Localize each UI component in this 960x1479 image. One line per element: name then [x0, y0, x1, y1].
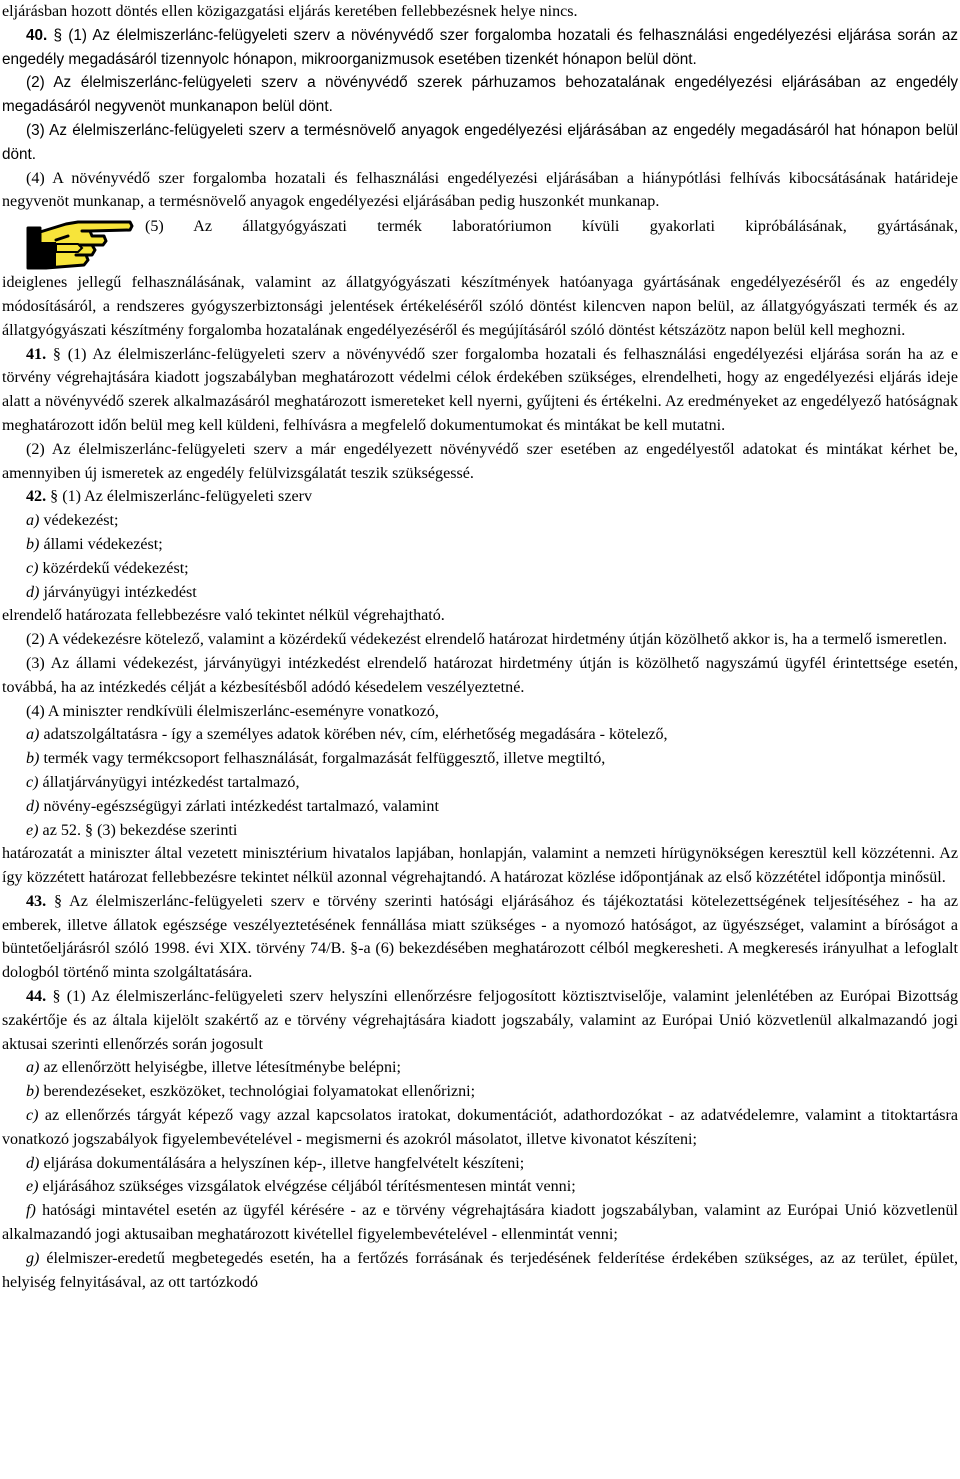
list-letter: b): [26, 535, 40, 553]
list-text: adatszolgáltatásra - így a személyes adatok körében név, cím, elérhetőség megadására - kötelező,: [43, 726, 668, 744]
pointing-hand-icon: [26, 214, 136, 271]
section-40-paragraph-2: (2) Az élelmiszerlánc-felügyeleti szerv a növényvédő szerek párhuzamos behozatalának engedélyezési eljárásában az engedély megadásáról negyvenöt munkanapon belül dönt.: [2, 74, 958, 116]
paragraph-text: (1) Az élelmiszerlánc-felügyeleti szerv: [62, 488, 313, 506]
list-letter: b): [26, 750, 40, 768]
list-letter: d): [26, 583, 40, 601]
list-item: [2, 581, 958, 605]
section-number: 42.: [26, 488, 47, 506]
list-item: [2, 509, 958, 533]
section-42-paragraph-2: (2) A védekezésre kötelező, valamint a közérdekű védekezést elrendelő határozat hirdetmény útján közölhető akkor is, ha a termelő ismeretlen.: [26, 631, 947, 649]
section-number: 44.: [26, 988, 47, 1006]
list-letter: c): [26, 773, 39, 791]
section-42-paragraph-1-tail: elrendelő határozata fellebbezésre való tekintet nélkül végrehajtható.: [2, 607, 445, 625]
list-text: az ellenőrzött helyiségbe, illetve létesítménybe belépni;: [43, 1059, 401, 1077]
section-symbol: §: [52, 988, 61, 1006]
section-40-paragraph-1: [2, 24, 958, 72]
list-item: [2, 795, 958, 819]
section-symbol: §: [50, 488, 59, 506]
section-symbol: §: [52, 345, 61, 363]
list-letter: g): [26, 1249, 40, 1267]
paragraph-text: (1) Az élelmiszerlánc-felügyeleti szerv a növényvédő szer forgalomba hozatali és felhasználási engedélyezési eljárása során ha az e törvény végrehajtására kiadott jogszabályban meghatározott védelmi célok érdekében szükséges, elrendelheti, hogy az engedélyezési eljárás ideje alatt a növényvédő szerek alkalmazásáról meghatározott ismereteket kell nyerni, gyűjteni és értékelni. Az eredményeket az engedélyező hatóságnak meghatározott időn belül meg kell küldeni, felhívásra a megfelelő dokumentumokat és mintákat be kell mutatni.: [2, 345, 958, 434]
list-letter: d): [26, 797, 40, 815]
list-letter: f): [26, 1202, 36, 1220]
section-42-paragraph-4-tail: határozatát a miniszter által vezetett minisztérium hivatalos lapjában, honlapján, valamint a nemzeti hírügynökségen keresztül kell közzétenni. Az így közzétett határozat fellebbezésre tekintet nélkül azonnal végrehajtandó. A határozat közlése időpontjának az első közzététel időpontja minősül.: [2, 845, 958, 887]
list-letter: a): [26, 1059, 40, 1077]
list-item: [2, 1247, 958, 1295]
list-item: [2, 747, 958, 771]
list-letter: c): [26, 559, 39, 577]
list-item: [2, 1199, 958, 1247]
section-number: 40.: [26, 26, 48, 44]
list-item: [2, 1056, 958, 1080]
list-item: [2, 771, 958, 795]
section-42-paragraph-1: [2, 485, 958, 509]
list-text: termék vagy termékcsoport felhasználását, forgalmazását felfüggesztő, illetve megtiltó,: [43, 750, 606, 768]
list-text: védekezést;: [43, 512, 119, 530]
list-text: állami védekezést;: [43, 535, 163, 553]
list-item: [2, 533, 958, 557]
list-item: [2, 1152, 958, 1176]
section-40-paragraph-3: (3) Az élelmiszerlánc-felügyeleti szerv a termésnövelő anyagok engedélyezési eljárásában az engedély megadásáról hat hónapon belül dönt.: [2, 121, 958, 163]
paragraph-text: Az élelmiszerlánc-felügyeleti szerv e törvény szerinti hatósági eljárásához és tájékoztatási kötelezettségének teljesítéséhez - ha az emberek, illetve állatok egészsége veszélyeztetésének fennállása miatt szükséges - a nyomozó hatóságot, az ügyészséget, valamint a bíróságot a büntetőeljárásról szóló 1998. évi XIX. törvény 74/B. §-a (6) bekezdésében meghatározott célból megkeresheti. A megkeresés irányulhat a lefoglalt dologból történő minta szolgáltatására.: [2, 892, 958, 982]
list-text: az ellenőrzés tárgyát képező vagy azzal kapcsolatos iratokat, dokumentációt, adathordozókat - az adatvédelemre, valamint a titoktartásra vonatkozó jogszabályok figyelembevételével - megismerni és azokról másolatot, illetve kivonatot készíteni;: [2, 1107, 958, 1148]
list-letter: c): [26, 1107, 39, 1125]
list-item: [2, 1104, 958, 1152]
list-text: állatjárványügyi intézkedést tartalmazó,: [42, 773, 300, 791]
paragraph-text: (1) Az élelmiszerlánc-felügyeleti szerv a növényvédő szer forgalomba hozatali és felhasználási engedélyezési eljárása során az engedély megadásáról tizennyolc hónapon, mikroorganizmusok esetében tizenkét hónapon belül dönt.: [2, 26, 959, 68]
paragraph-text: (5) Az állatgyógyászati termék laboratóriumon kívüli gyakorlati kipróbálásának, gyártásának,: [145, 218, 958, 236]
list-text: közérdekű védekezést;: [42, 559, 189, 577]
list-letter: e): [26, 1178, 39, 1196]
list-item: [2, 557, 958, 581]
paragraph-text: (1) Az élelmiszerlánc-felügyeleti szerv helyszíni ellenőrzésre feljogosított köztisztviselője, valamint jelenlétében az Európai Bizottság szakértője és az általa kijelölt szakértő az e törvény végrehajtására kiadott jogszabály, valamint az Európai Unió közvetlenül alkalmazandó jogi aktusai szerinti ellenőrzés során jogosult: [2, 988, 958, 1053]
list-text: járványügyi intézkedést: [43, 583, 197, 601]
section-symbol: §: [54, 892, 63, 910]
section-40-paragraph-5-rest: ideiglenes jellegű felhasználásának, valamint az állatgyógyászati készítmények hatóanyaga gyártásának engedélyezéséről és az engedély módosításáról, a rendszeres gyógyszerbiztonsági jelentések értékeléséről szóló döntést kilencven napon belül, az állatgyógyászati termék és az állatgyógyászati készítmény forgalomba hozatalának engedélyezéséről és megújításáról szóló döntést kétszázötz napon belül kell meghozni.: [2, 274, 958, 339]
list-letter: a): [26, 512, 40, 530]
list-letter: d): [26, 1154, 40, 1172]
list-item: [2, 1175, 958, 1199]
section-44-paragraph-1: [2, 985, 958, 1056]
list-item: [2, 819, 958, 843]
list-text: eljárása dokumentálására a helyszínen kép-, illetve hangfelvételt készíteni;: [43, 1154, 525, 1172]
list-text: az 52. § (3) bekezdése szerinti: [42, 821, 238, 839]
list-text: berendezéseket, eszközöket, technológiai folyamatokat ellenőrizni;: [43, 1083, 476, 1101]
section-symbol: §: [53, 26, 63, 44]
list-text: növény-egészségügyi zárlati intézkedést tartalmazó, valamint: [43, 797, 439, 815]
section-42-paragraph-4: (4) A miniszter rendkívüli élelmiszerlánc-eseményre vonatkozó,: [26, 702, 439, 720]
list-item: [2, 723, 958, 747]
section-40-paragraph-5-first-line: [2, 214, 958, 271]
list-text: élelmiszer-eredetű megbetegedés esetén, ha a fertőzés forrásának és terjedésének felderítése érdekében szükséges, az az terület, épület, helyiség felnyitásával, az ott tartózkodó: [2, 1249, 958, 1291]
section-41-paragraph-1: [2, 343, 958, 438]
section-number: 41.: [26, 345, 47, 363]
list-text: hatósági mintavétel esetén az ügyfél kérésére - az e törvény végrehajtására kiadott jogszabályban, valamint az Európai Unió közvetlenül alkalmazandó jogi aktusaiban meghatározott kivétellel figyelembevételével - ellenmintát venni;: [2, 1202, 958, 1244]
section-41-paragraph-2: (2) Az élelmiszerlánc-felügyeleti szerv a már engedélyezett növényvédő szer esetében az engedélyestől adatokat és mintákat kérhet be, amennyiben új ismeretek az engedély felülvizsgálatát teszik szükségessé.: [2, 440, 958, 482]
list-letter: e): [26, 821, 39, 839]
section-40-paragraph-4: (4) A növényvédő szer forgalomba hozatali és felhasználási engedélyezési eljárásában a hiánypótlási felhívás kibocsátásának határideje negyvenöt munkanap, a termésnövelő anyagok engedélyezési eljárásában pedig huszonkét munkanap.: [2, 169, 958, 211]
section-number: 43.: [26, 892, 47, 910]
section-42-paragraph-3: (3) Az állami védekezést, járványügyi intézkedést elrendelő határozat hirdetmény útján is közölhető nagyszámú ügyfél érintettsége esetén, továbbá, ha az intézkedés célját a kézbesítésből adódó késedelem veszélyeztetné.: [2, 654, 958, 696]
paragraph-intro: eljárásban hozott döntés ellen közigazgatási eljárás keretében fellebbezésnek helye nincs.: [2, 3, 578, 20]
list-item: [2, 1080, 958, 1104]
list-letter: b): [26, 1083, 40, 1101]
list-text: eljárásához szükséges vizsgálatok elvégzése céljából térítésmentesen mintát venni;: [42, 1178, 576, 1196]
section-43-paragraph-1: [2, 890, 958, 985]
list-letter: a): [26, 726, 40, 744]
